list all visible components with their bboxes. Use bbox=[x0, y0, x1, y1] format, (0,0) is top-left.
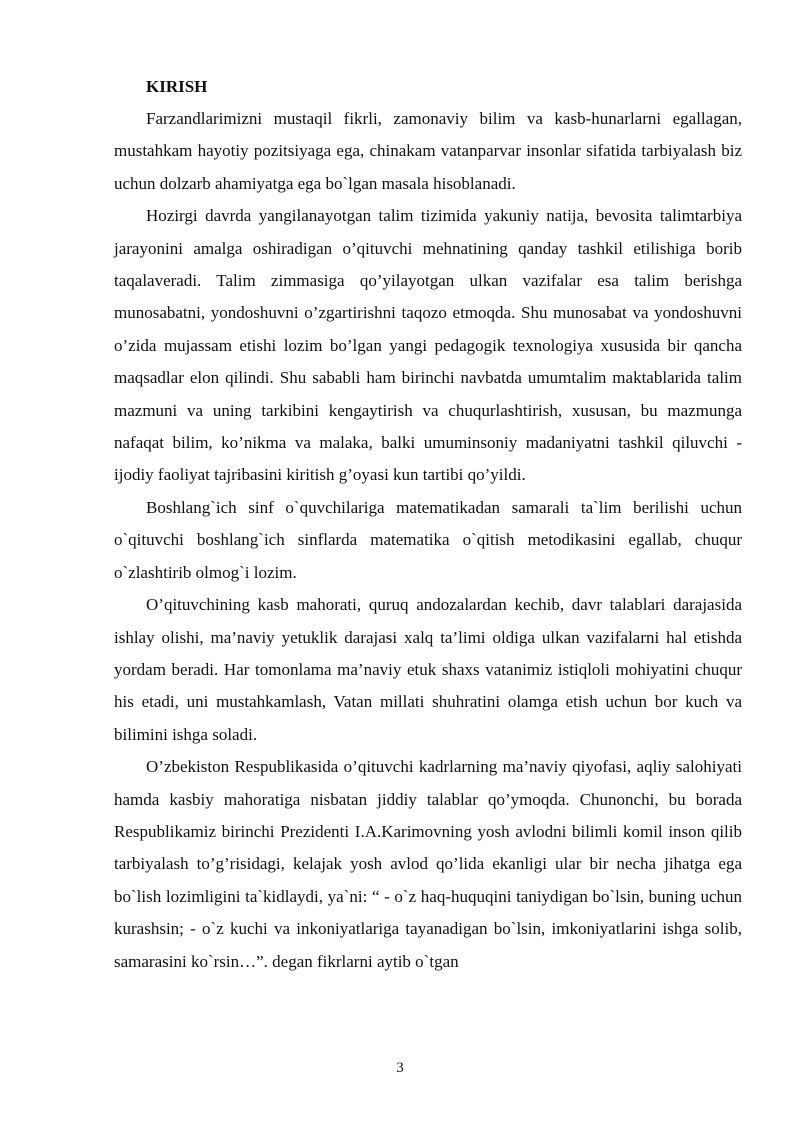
paragraph-5: O’zbekiston Respublikasida o’qituvchi kadrlarning ma’naviy qiyofasi, aqliy salohiyati hamda kasbiy mahoratiga nisbatan jiddiy talablar qo’ymoqda. Chunonchi, bu borada Respublikamiz birinchi Prezidenti I.A.Karimovning yosh avlodni bilimli komil inson qilib tarbiyalash to’g’risidagi, kelajak yosh avlod qo’lida ekanligi ular bir necha jihatga ega bo`lish lozimligini ta`kidlaydi, ya`ni: “ - o`z haq-huquqini taniydigan bo`lsin, buning uchun kurashsin; - o`z kuchi va inkoniyatlariga tayanadigan bo`lsin, imkoniyatlarini ishga solib, samarasini ko`rsin…”. degan fikrlarni aytib o`tgan bbox=[114, 757, 742, 971]
document-body bbox=[114, 72, 742, 978]
paragraph-3: Boshlang`ich sinf o`quvchilariga matematikadan samarali ta`lim berilishi uchun o`qituvchi boshlang`ich sinflarda matematika o`qitish metodikasini egallab, chuqur o`zlashtirib olmog`i lozim. bbox=[114, 497, 742, 582]
paragraph-4: O’qituvchining kasb mahorati, quruq andozalardan kechib, davr talablari darajasida ishlay olishi, ma’naviy yetuklik darajasi xalq ta’limi oldiga ulkan vazifalarni hal etishda yordam beradi. Har tomonlama ma’naviy etuk shaxs vatanimiz istiqloli mohiyatini chuqur his etadi, uni mustahkamlash, Vatan millati shuhratini olamga etish uchun bor kuch va bilimini ishga soladi. bbox=[114, 595, 742, 744]
section-heading: KIRISH bbox=[146, 77, 208, 96]
paragraph-2: Hozirgi davrda yangilanayotgan talim tizimida yakuniy natija, bevosita talimtarbiya jarayonini amalga oshiradigan o’qituvchi mehnatining qanday tashkil etilishiga borib taqalaveradi. Talim zimmasiga qo’yilayotgan ulkan vazifalar esa talim berishga munosabatni, yondoshuvni o’zgartirishni taqozo etmoqda. Shu munosabat va yondoshuvni o’zida mujassam etishi lozim bo’lgan yangi pedagogik texnologiya xususida bir qancha maqsadlar elon qilindi. Shu sababli ham birinchi navbatda umumtalim maktablarida talim mazmuni va uning tarkibini kengaytirish va chuqurlashtirish, xususan, bu mazmunga nafaqat bilim, ko’nikma va malaka, balki umuminsoniy madaniyatni tashkil qiluvchi - ijodiy faoliyat tajribasini kiritish g’oyasi kun tartibi qo’yildi. bbox=[114, 206, 742, 485]
paragraph-1: Farzandlarimizni mustaqil fikrli, zamonaviy bilim va kasb-hunarlarni egallagan, mustahkam hayotiy pozitsiyaga ega, chinakam vatanparvar insonlar sifatida tarbiyalash biz uchun dolzarb ahamiyatga ega bo`lgan masala hisoblanadi. bbox=[114, 109, 742, 193]
page-number: 3 bbox=[396, 1060, 404, 1076]
